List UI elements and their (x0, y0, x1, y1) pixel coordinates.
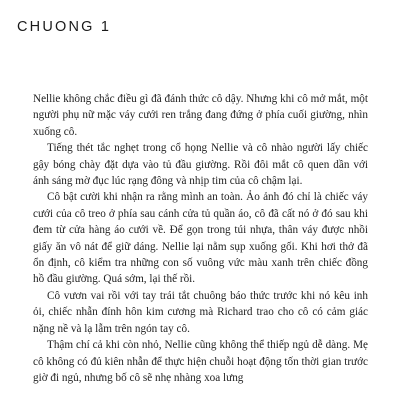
paragraph: Cô bật cười khi nhận ra rằng mình an toàn. Ảo ảnh đó chỉ là chiếc váy cưới của cô treo ở phía sau cánh cửa tủ quần áo, cô đã cất nó ở đó sau khi đem từ cửa hàng áo cưới về. Để gọn trong túi nhựa, thân váy được nhồi giấy ăn vô nát để giữ dáng. Nellie lại nằm sụp xuống gối. Khi hơi thở đã ổn định, cô kiểm tra những con số vuông vức màu xanh trên chiếc đồng hồ đầu giường. Quá sớm, lại thế rồi. (33, 191, 368, 286)
paragraph: Nellie không chắc điều gì đã đánh thức cô dậy. Nhưng khi cô mở mắt, một người phụ nữ mặc váy cưới ren trắng đang đứng ở phía cuối giường, nhìn xuống cô. (33, 93, 368, 138)
chapter-heading: CHUONG 1 (17, 19, 112, 35)
paragraph: Tiếng thét tắc nghẹt trong cổ họng Nellie và cô nhào người lấy chiếc gậy bóng chày đặt dựa vào tủ đầu giường. Rồi đôi mắt cô quen dần với ánh sáng mờ đục lúc rạng đông và nhịp tim của cô chậm lại. (33, 142, 368, 188)
paragraph: Thậm chí cả khi còn nhỏ, Nellie cũng không thể thiếp ngủ dễ dàng. Mẹ cô không có đủ kiên nhẫn để thực hiện chuỗi hoạt động tốn thời gian trước giờ đi ngủ, nhưng bố cô sẽ nhẹ nhàng xoa lưng (33, 339, 368, 384)
paragraph: Cô vươn vai rồi với tay trái tắt chuông báo thức trước khi nó kêu inh ỏi, chiếc nhẫn đính hôn kim cương mà Richard trao cho cô có cảm giác nặng nề và lạ lẫm trên ngón tay cô. (33, 289, 368, 335)
chapter-body (33, 91, 368, 386)
